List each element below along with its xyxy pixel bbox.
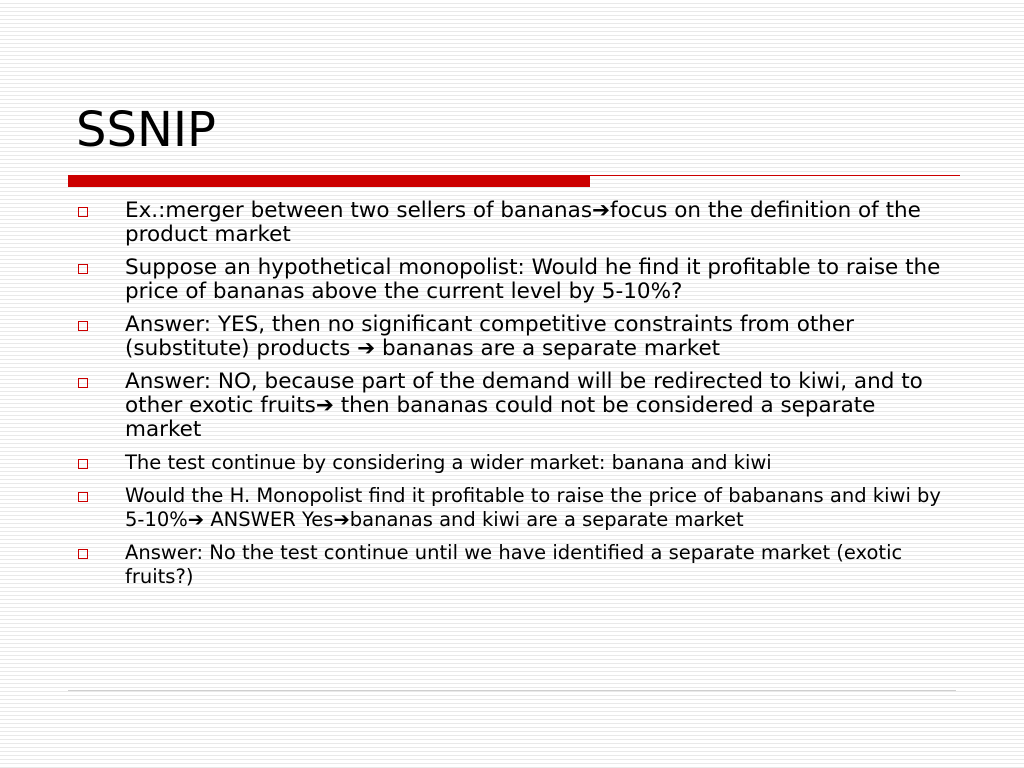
title-divider-line [590,175,960,176]
bullet-item [76,370,956,442]
bullet-item [76,484,956,532]
hollow-square-bullet-icon [78,492,88,502]
bullet-list [76,199,956,598]
bullet-text: Answer: No the test continue until we have identified a separate market (exotic fruits?) [125,541,909,588]
bullet-text: Answer: NO, because part of the demand will be redirected to kiwi, and to other exotic fruits➔ then bananas could not be considered a separate market [125,369,930,442]
bullet-item [76,313,956,361]
hollow-square-bullet-icon [78,264,88,274]
bullet-text: The test continue by considering a wider market: banana and kiwi [125,451,772,474]
slide-title: SSNIP [76,102,216,158]
bullet-text: Ex.:merger between two sellers of bananas➔focus on the definition of the product market [125,198,928,247]
hollow-square-bullet-icon [78,459,88,469]
bullet-text: Would the H. Monopolist find it profitable to raise the price of babanans and kiwi by 5-10%➔ ANSWER Yes➔bananas and kiwi are a separate market [125,484,948,531]
hollow-square-bullet-icon [78,321,88,331]
footer-divider-line [68,690,956,691]
bullet-text: Suppose an hypothetical monopolist: Would he find it profitable to raise the price of bananas above the current level by 5-10%? [125,255,948,304]
hollow-square-bullet-icon [78,207,88,217]
hollow-square-bullet-icon [78,378,88,388]
bullet-text: Answer: YES, then no significant competitive constraints from other (substitute) products ➔ bananas are a separate market [125,312,861,361]
hollow-square-bullet-icon [78,549,88,559]
bullet-item [76,541,956,589]
title-accent-bar [68,175,590,187]
bullet-item [76,256,956,304]
bullet-item [76,451,956,475]
bullet-item [76,199,956,247]
